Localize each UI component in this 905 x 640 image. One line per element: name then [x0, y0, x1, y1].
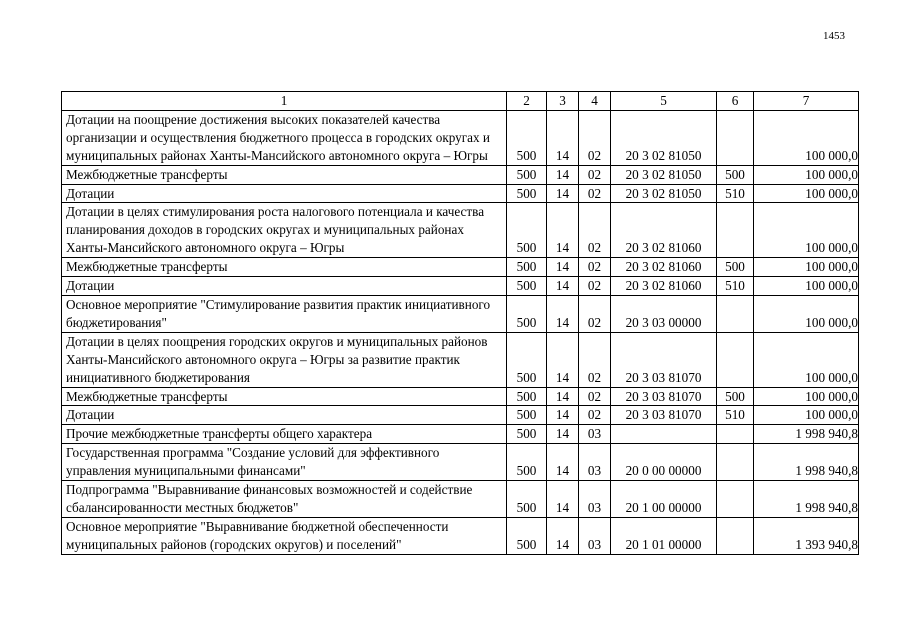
table-row	[62, 258, 859, 277]
table-row	[62, 184, 859, 203]
cell-ministry-code: 500	[507, 387, 547, 406]
table-row	[62, 332, 859, 387]
row-description: Межбюджетные трансферты	[62, 165, 507, 184]
cell-section: 14	[547, 165, 579, 184]
cell-subsection: 02	[579, 203, 611, 258]
row-description: Дотации	[62, 406, 507, 425]
cell-expense-type	[717, 110, 754, 165]
row-description: Государственная программа "Создание условий для эффективного управления муниципальными финансами"	[62, 444, 507, 481]
page-number: 1453	[823, 30, 845, 42]
row-description: Подпрограмма "Выравнивание финансовых возможностей и содействие сбалансированности местных бюджетов"	[62, 481, 507, 518]
column-header: 7	[754, 92, 859, 111]
cell-amount: 100 000,0	[754, 406, 859, 425]
cell-target-article: 20 3 02 81060	[611, 258, 717, 277]
cell-subsection: 02	[579, 184, 611, 203]
row-description: Прочие межбюджетные трансферты общего характера	[62, 425, 507, 444]
cell-expense-type	[717, 203, 754, 258]
cell-subsection: 02	[579, 332, 611, 387]
table-row	[62, 425, 859, 444]
cell-expense-type	[717, 332, 754, 387]
table-row	[62, 110, 859, 165]
table-row	[62, 165, 859, 184]
cell-target-article: 20 3 03 00000	[611, 295, 717, 332]
row-description: Дотации на поощрение достижения высоких показателей качества организации и осуществления бюджетного процесса в городских округах и муниципальных районах Ханты-Мансийского автономного округа – Югры	[62, 110, 507, 165]
cell-target-article: 20 1 01 00000	[611, 517, 717, 554]
table-row	[62, 203, 859, 258]
cell-expense-type	[717, 295, 754, 332]
cell-subsection: 03	[579, 444, 611, 481]
cell-amount: 100 000,0	[754, 184, 859, 203]
cell-amount: 100 000,0	[754, 295, 859, 332]
column-header: 6	[717, 92, 754, 111]
table-row	[62, 444, 859, 481]
cell-ministry-code: 500	[507, 295, 547, 332]
cell-ministry-code: 500	[507, 517, 547, 554]
cell-ministry-code: 500	[507, 425, 547, 444]
row-description: Межбюджетные трансферты	[62, 258, 507, 277]
cell-subsection: 02	[579, 165, 611, 184]
cell-target-article: 20 1 00 00000	[611, 481, 717, 518]
row-description: Основное мероприятие "Стимулирование развития практик инициативного бюджетирования"	[62, 295, 507, 332]
cell-expense-type	[717, 444, 754, 481]
row-description: Основное мероприятие "Выравнивание бюджетной обеспеченности муниципальных районов (городских округов) и поселений"	[62, 517, 507, 554]
cell-section: 14	[547, 406, 579, 425]
cell-section: 14	[547, 444, 579, 481]
cell-section: 14	[547, 425, 579, 444]
cell-expense-type	[717, 517, 754, 554]
cell-target-article: 20 3 02 81050	[611, 165, 717, 184]
cell-ministry-code: 500	[507, 203, 547, 258]
cell-subsection: 02	[579, 258, 611, 277]
cell-amount: 1 998 940,8	[754, 425, 859, 444]
table-row	[62, 295, 859, 332]
cell-target-article: 20 3 02 81050	[611, 184, 717, 203]
cell-section: 14	[547, 258, 579, 277]
cell-section: 14	[547, 277, 579, 296]
cell-ministry-code: 500	[507, 165, 547, 184]
cell-target-article: 20 3 03 81070	[611, 406, 717, 425]
cell-subsection: 02	[579, 406, 611, 425]
cell-amount: 100 000,0	[754, 258, 859, 277]
cell-amount: 100 000,0	[754, 277, 859, 296]
cell-expense-type	[717, 425, 754, 444]
table-row	[62, 277, 859, 296]
cell-target-article: 20 3 02 81060	[611, 277, 717, 296]
cell-expense-type: 500	[717, 165, 754, 184]
table-header-row	[62, 92, 859, 111]
cell-subsection: 02	[579, 277, 611, 296]
table-row	[62, 517, 859, 554]
column-header: 2	[507, 92, 547, 111]
table-row	[62, 481, 859, 518]
column-header: 5	[611, 92, 717, 111]
row-description: Дотации в целях поощрения городских округов и муниципальных районов Ханты-Мансийского автономного округа – Югры за развитие практик инициативного бюджетирования	[62, 332, 507, 387]
cell-ministry-code: 500	[507, 444, 547, 481]
cell-expense-type: 500	[717, 258, 754, 277]
cell-section: 14	[547, 481, 579, 518]
cell-section: 14	[547, 110, 579, 165]
cell-target-article: 20 3 02 81060	[611, 203, 717, 258]
cell-section: 14	[547, 295, 579, 332]
cell-amount: 1 393 940,8	[754, 517, 859, 554]
cell-ministry-code: 500	[507, 184, 547, 203]
cell-subsection: 03	[579, 517, 611, 554]
column-header: 1	[62, 92, 507, 111]
cell-target-article: 20 3 02 81050	[611, 110, 717, 165]
cell-subsection: 02	[579, 295, 611, 332]
cell-section: 14	[547, 184, 579, 203]
row-description: Дотации	[62, 184, 507, 203]
cell-amount: 100 000,0	[754, 387, 859, 406]
cell-expense-type: 510	[717, 406, 754, 425]
cell-target-article: 20 3 03 81070	[611, 387, 717, 406]
cell-expense-type: 500	[717, 387, 754, 406]
cell-target-article	[611, 425, 717, 444]
cell-subsection: 02	[579, 387, 611, 406]
cell-expense-type: 510	[717, 184, 754, 203]
table-row	[62, 406, 859, 425]
cell-amount: 100 000,0	[754, 332, 859, 387]
cell-section: 14	[547, 332, 579, 387]
cell-subsection: 02	[579, 110, 611, 165]
row-description: Дотации в целях стимулирования роста налогового потенциала и качества планирования доходов в городских округах и муниципальных районах Ханты-Мансийского автономного округа – Югры	[62, 203, 507, 258]
cell-ministry-code: 500	[507, 406, 547, 425]
cell-target-article: 20 3 03 81070	[611, 332, 717, 387]
cell-target-article: 20 0 00 00000	[611, 444, 717, 481]
row-description: Межбюджетные трансферты	[62, 387, 507, 406]
cell-ministry-code: 500	[507, 332, 547, 387]
cell-section: 14	[547, 517, 579, 554]
cell-subsection: 03	[579, 481, 611, 518]
column-header: 4	[579, 92, 611, 111]
cell-amount: 100 000,0	[754, 203, 859, 258]
cell-ministry-code: 500	[507, 110, 547, 165]
cell-amount: 100 000,0	[754, 165, 859, 184]
cell-subsection: 03	[579, 425, 611, 444]
cell-expense-type: 510	[717, 277, 754, 296]
cell-section: 14	[547, 387, 579, 406]
cell-ministry-code: 500	[507, 258, 547, 277]
budget-table	[61, 91, 859, 555]
cell-ministry-code: 500	[507, 481, 547, 518]
cell-amount: 100 000,0	[754, 110, 859, 165]
cell-ministry-code: 500	[507, 277, 547, 296]
cell-section: 14	[547, 203, 579, 258]
row-description: Дотации	[62, 277, 507, 296]
table-row	[62, 387, 859, 406]
cell-expense-type	[717, 481, 754, 518]
column-header: 3	[547, 92, 579, 111]
cell-amount: 1 998 940,8	[754, 444, 859, 481]
cell-amount: 1 998 940,8	[754, 481, 859, 518]
